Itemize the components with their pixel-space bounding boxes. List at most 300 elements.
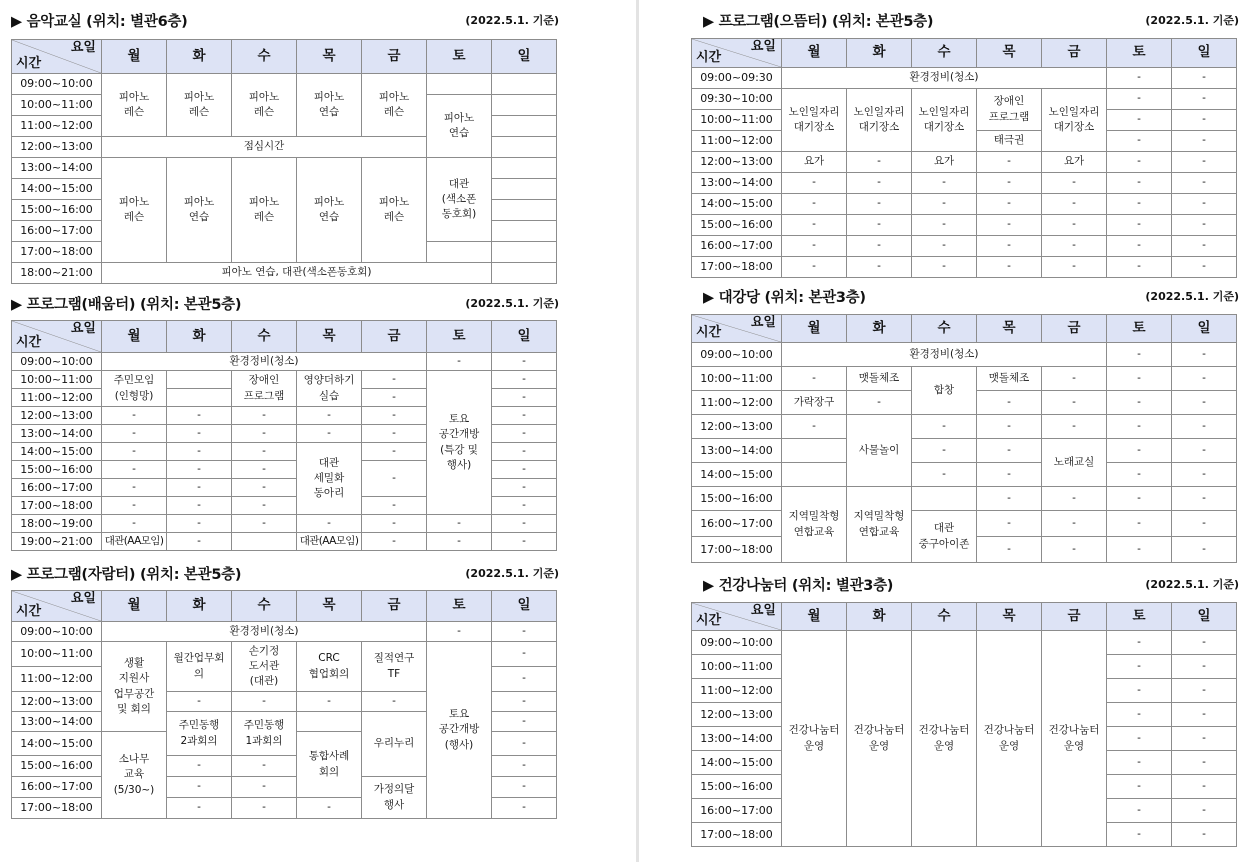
schedule-cell: -	[1172, 391, 1237, 415]
schedule-cell: -	[847, 236, 912, 257]
schedule-cell: -	[782, 173, 847, 194]
schedule-cell: -	[1107, 152, 1172, 173]
time-cell: 14:00~15:00	[692, 463, 782, 487]
day-header: 수	[232, 321, 297, 353]
schedule-cell: 환경정비(청소)	[782, 343, 1107, 367]
schedule-cell: -	[362, 425, 427, 443]
day-header: 화	[167, 591, 232, 622]
schedule-cell: -	[167, 692, 232, 712]
schedule-cell: -	[232, 497, 297, 515]
schedule-cell: -	[297, 515, 362, 533]
empty-cell	[782, 439, 847, 463]
day-header: 금	[1042, 39, 1107, 68]
date-label: (2022.5.1. 기준)	[465, 567, 559, 580]
schedule-cell: 장애인 프로그램	[977, 89, 1042, 131]
schedule-cell: -	[1172, 727, 1237, 751]
schedule-cell: -	[232, 461, 297, 479]
time-cell: 17:00~18:00	[12, 798, 102, 819]
schedule-cell: -	[492, 353, 557, 371]
schedule-cell: -	[492, 533, 557, 551]
time-cell: 12:00~13:00	[692, 152, 782, 173]
schedule-cell: -	[167, 443, 232, 461]
schedule-cell: -	[977, 487, 1042, 511]
day-header: 수	[912, 39, 977, 68]
time-cell: 16:00~17:00	[12, 479, 102, 497]
schedule-cell: -	[427, 515, 492, 533]
time-cell: 11:00~12:00	[12, 667, 102, 692]
schedule-cell: -	[492, 407, 557, 425]
schedule-cell: -	[1172, 415, 1237, 439]
header-corner: 요일 시간	[12, 321, 102, 353]
schedule-cell: -	[492, 798, 557, 819]
hall-section	[691, 286, 1239, 566]
schedule-cell: 통합사례 회의	[297, 732, 362, 798]
schedule-cell: -	[1107, 110, 1172, 131]
schedule-cell: -	[362, 407, 427, 425]
time-cell: 17:00~18:00	[692, 257, 782, 278]
empty-cell	[492, 74, 557, 95]
time-cell: 15:00~16:00	[12, 461, 102, 479]
time-cell: 17:00~18:00	[12, 497, 102, 515]
schedule-cell: 가락장구	[782, 391, 847, 415]
date-label: (2022.5.1. 기준)	[1145, 14, 1239, 27]
schedule-cell: -	[492, 497, 557, 515]
time-cell: 14:00~15:00	[12, 179, 102, 200]
schedule-cell: -	[102, 407, 167, 425]
schedule-cell: -	[847, 391, 912, 415]
page-divider	[636, 0, 639, 862]
schedule-cell: -	[167, 497, 232, 515]
schedule-cell: 영양더하기 실습	[297, 371, 362, 407]
empty-cell	[492, 137, 557, 158]
schedule-cell: -	[297, 407, 362, 425]
time-cell: 16:00~17:00	[12, 221, 102, 242]
schedule-cell: 피아노 레슨	[232, 74, 297, 137]
schedule-cell: 노인일자리 대기장소	[1042, 89, 1107, 152]
schedule-cell: -	[362, 389, 427, 407]
schedule-cell: -	[977, 463, 1042, 487]
schedule-cell: -	[1107, 439, 1172, 463]
schedule-cell: -	[362, 497, 427, 515]
schedule-cell: 점심시간	[102, 137, 427, 158]
schedule-cell: 요가	[912, 152, 977, 173]
schedule-cell: -	[1107, 236, 1172, 257]
schedule-cell: -	[492, 515, 557, 533]
schedule-cell: 맷돌체조	[977, 367, 1042, 391]
day-header: 토	[427, 40, 492, 74]
schedule-cell: 손기정 도서관 (대관)	[232, 642, 297, 692]
section-title: ▶ 대강당 (위치: 본관3층)	[703, 290, 866, 306]
schedule-cell: 환경정비(청소)	[102, 622, 427, 642]
empty-cell	[427, 242, 492, 263]
schedule-cell: 피아노 연습, 대관(색소폰동호회)	[102, 263, 492, 284]
day-header: 금	[1042, 315, 1107, 343]
schedule-cell: -	[102, 497, 167, 515]
date-label: (2022.5.1. 기준)	[1145, 290, 1239, 303]
schedule-cell: -	[362, 371, 427, 389]
schedule-cell: -	[977, 415, 1042, 439]
schedule-cell: 소나무 교육 (5/30~)	[102, 732, 167, 819]
time-cell: 13:00~14:00	[692, 173, 782, 194]
schedule-cell: -	[297, 798, 362, 819]
day-header: 목	[297, 40, 362, 74]
schedule-cell: 피아노 연습	[297, 158, 362, 263]
schedule-cell: -	[232, 756, 297, 777]
schedule-cell: 장애인 프로그램	[232, 371, 297, 407]
eutteum-section	[691, 10, 1239, 278]
schedule-cell: 대관 중구아이존	[912, 511, 977, 563]
date-label: (2022.5.1. 기준)	[465, 297, 559, 310]
schedule-cell: -	[492, 479, 557, 497]
schedule-cell: -	[1107, 173, 1172, 194]
day-header: 화	[847, 39, 912, 68]
time-cell: 17:00~18:00	[12, 242, 102, 263]
time-cell: 13:00~14:00	[692, 439, 782, 463]
time-cell: 12:00~13:00	[12, 407, 102, 425]
schedule-cell: -	[847, 257, 912, 278]
schedule-cell: -	[1172, 89, 1237, 110]
schedule-cell: -	[427, 622, 492, 642]
date-label: (2022.5.1. 기준)	[1145, 578, 1239, 591]
schedule-cell: -	[847, 194, 912, 215]
day-header: 수	[912, 603, 977, 631]
jaram-table	[11, 590, 557, 819]
day-header: 월	[782, 315, 847, 343]
day-header: 토	[427, 321, 492, 353]
schedule-cell: -	[977, 194, 1042, 215]
time-cell: 09:00~10:00	[692, 343, 782, 367]
time-cell: 13:00~14:00	[692, 727, 782, 751]
schedule-cell: -	[1172, 110, 1237, 131]
section-title: ▶ 음악교실 (위치: 별관6층)	[11, 14, 188, 30]
day-header: 월	[782, 39, 847, 68]
schedule-cell: -	[232, 777, 297, 798]
schedule-cell: -	[1107, 487, 1172, 511]
schedule-cell: -	[1107, 679, 1172, 703]
schedule-cell: -	[1172, 343, 1237, 367]
empty-cell	[492, 95, 557, 116]
day-header: 월	[102, 591, 167, 622]
schedule-cell: 피아노 레슨	[362, 158, 427, 263]
day-header: 화	[847, 315, 912, 343]
day-header: 월	[782, 603, 847, 631]
schedule-cell: -	[167, 461, 232, 479]
empty-cell	[167, 389, 232, 407]
time-cell: 12:00~13:00	[12, 692, 102, 712]
schedule-cell: 대관 세밀화 동아리	[297, 443, 362, 515]
schedule-cell: -	[1107, 343, 1172, 367]
time-cell: 12:00~13:00	[12, 137, 102, 158]
time-cell: 13:00~14:00	[12, 712, 102, 732]
schedule-cell: -	[1172, 173, 1237, 194]
schedule-cell: 피아노 레슨	[362, 74, 427, 137]
schedule-cell: 토요 공간개방 (행사)	[427, 642, 492, 819]
day-header: 수	[232, 591, 297, 622]
schedule-cell: -	[1107, 823, 1172, 847]
header-corner: 요일 시간	[12, 40, 102, 74]
schedule-cell: CRC 협업회의	[297, 642, 362, 692]
schedule-cell: -	[167, 756, 232, 777]
schedule-cell: -	[977, 511, 1042, 537]
schedule-cell: -	[1172, 655, 1237, 679]
time-cell: 11:00~12:00	[692, 679, 782, 703]
schedule-cell: -	[1042, 367, 1107, 391]
schedule-cell: -	[492, 425, 557, 443]
schedule-cell: 노래교실	[1042, 439, 1107, 487]
day-header: 수	[912, 315, 977, 343]
empty-cell	[232, 533, 297, 551]
schedule-cell: -	[782, 257, 847, 278]
date-label: (2022.5.1. 기준)	[465, 14, 559, 27]
schedule-cell: 피아노 연습	[167, 158, 232, 263]
schedule-cell: 환경정비(청소)	[782, 68, 1107, 89]
schedule-cell: 맷돌체조	[847, 367, 912, 391]
day-header: 토	[427, 591, 492, 622]
schedule-cell: 주민동행 2과회의	[167, 712, 232, 756]
schedule-cell: -	[492, 461, 557, 479]
schedule-cell: 가정의달 행사	[362, 777, 427, 819]
schedule-cell: -	[1107, 463, 1172, 487]
time-cell: 15:00~16:00	[12, 756, 102, 777]
schedule-cell: 대관(AA모임)	[297, 533, 362, 551]
schedule-cell: -	[167, 479, 232, 497]
schedule-cell: 대관 (색소폰 동호회)	[427, 158, 492, 242]
day-header: 화	[847, 603, 912, 631]
schedule-cell: 태극권	[977, 131, 1042, 152]
schedule-cell: -	[1107, 655, 1172, 679]
schedule-cell: -	[1042, 537, 1107, 563]
schedule-cell: -	[232, 425, 297, 443]
section-title: ▶ 프로그램(자람터) (위치: 본관5층)	[11, 567, 242, 583]
day-header: 토	[1107, 315, 1172, 343]
empty-cell	[492, 116, 557, 137]
empty-cell	[492, 242, 557, 263]
schedule-cell: 건강나눔터 운영	[977, 631, 1042, 847]
schedule-cell: -	[1042, 194, 1107, 215]
schedule-cell: 노인일자리 대기장소	[782, 89, 847, 152]
schedule-cell: -	[912, 215, 977, 236]
baeum-section	[11, 293, 559, 555]
time-cell: 09:00~10:00	[12, 353, 102, 371]
schedule-cell: -	[1172, 487, 1237, 511]
schedule-cell: 우리누리	[362, 712, 427, 777]
day-header: 수	[232, 40, 297, 74]
schedule-cell: -	[1172, 215, 1237, 236]
schedule-cell: -	[1172, 775, 1237, 799]
schedule-cell: -	[782, 367, 847, 391]
schedule-cell: 환경정비(청소)	[102, 353, 427, 371]
schedule-cell: -	[1172, 131, 1237, 152]
empty-cell	[492, 263, 557, 284]
header-corner: 요일 시간	[692, 39, 782, 68]
schedule-cell: -	[1107, 511, 1172, 537]
schedule-cell: 피아노 레슨	[102, 158, 167, 263]
day-header: 일	[1172, 39, 1237, 68]
schedule-cell: -	[1172, 823, 1237, 847]
schedule-cell: 요가	[1042, 152, 1107, 173]
day-header: 월	[102, 40, 167, 74]
schedule-cell: -	[977, 173, 1042, 194]
schedule-cell: -	[1172, 194, 1237, 215]
schedule-cell: 토요 공간개방 (특강 및 행사)	[427, 371, 492, 515]
schedule-cell: -	[492, 371, 557, 389]
time-cell: 11:00~12:00	[692, 131, 782, 152]
music-table	[11, 39, 557, 284]
schedule-cell: -	[1172, 152, 1237, 173]
time-cell: 16:00~17:00	[12, 777, 102, 798]
time-cell: 11:00~12:00	[12, 389, 102, 407]
schedule-cell: -	[232, 798, 297, 819]
empty-cell	[297, 712, 362, 732]
schedule-cell: -	[977, 236, 1042, 257]
schedule-cell: -	[1172, 236, 1237, 257]
time-cell: 10:00~11:00	[12, 371, 102, 389]
schedule-cell: -	[232, 515, 297, 533]
section-title: ▶ 건강나눔터 (위치: 별관3층)	[703, 578, 894, 594]
time-cell: 16:00~17:00	[692, 511, 782, 537]
schedule-cell: 피아노 레슨	[102, 74, 167, 137]
schedule-cell: 건강나눔터 운영	[1042, 631, 1107, 847]
schedule-cell: -	[232, 407, 297, 425]
time-cell: 10:00~11:00	[692, 110, 782, 131]
time-cell: 09:00~09:30	[692, 68, 782, 89]
schedule-cell: 합창	[912, 367, 977, 415]
schedule-cell: -	[102, 461, 167, 479]
schedule-cell: -	[492, 777, 557, 798]
schedule-cell: -	[427, 353, 492, 371]
schedule-cell: 주민동행 1과회의	[232, 712, 297, 756]
schedule-cell: -	[912, 194, 977, 215]
schedule-cell: -	[1042, 487, 1107, 511]
time-cell: 10:00~11:00	[12, 642, 102, 667]
schedule-cell: -	[1107, 775, 1172, 799]
time-cell: 15:00~16:00	[692, 487, 782, 511]
day-header: 월	[102, 321, 167, 353]
day-header: 금	[362, 321, 427, 353]
schedule-cell: -	[1172, 511, 1237, 537]
schedule-cell: -	[362, 443, 427, 461]
schedule-cell: -	[167, 407, 232, 425]
schedule-cell: -	[427, 533, 492, 551]
schedule-cell: 피아노 레슨	[232, 158, 297, 263]
schedule-cell: -	[977, 152, 1042, 173]
schedule-cell: -	[1172, 799, 1237, 823]
schedule-cell: -	[492, 732, 557, 756]
schedule-cell: -	[167, 515, 232, 533]
time-cell: 12:00~13:00	[692, 415, 782, 439]
time-cell: 16:00~17:00	[692, 236, 782, 257]
time-cell: 15:00~16:00	[692, 775, 782, 799]
schedule-cell: -	[782, 415, 847, 439]
schedule-cell: -	[492, 389, 557, 407]
music-section	[11, 10, 559, 285]
day-header: 토	[1107, 39, 1172, 68]
schedule-cell: -	[1107, 367, 1172, 391]
time-cell: 09:00~10:00	[692, 631, 782, 655]
time-cell: 09:00~10:00	[12, 622, 102, 642]
empty-cell	[492, 200, 557, 221]
schedule-cell: -	[1042, 257, 1107, 278]
day-header: 목	[977, 603, 1042, 631]
time-cell: 13:00~14:00	[12, 425, 102, 443]
day-header: 토	[1107, 603, 1172, 631]
schedule-cell: -	[1172, 703, 1237, 727]
header-corner: 요일 시간	[692, 603, 782, 631]
schedule-cell: -	[912, 415, 977, 439]
time-cell: 18:00~21:00	[12, 263, 102, 284]
empty-cell	[492, 221, 557, 242]
schedule-cell: -	[1172, 751, 1237, 775]
schedule-cell: -	[977, 439, 1042, 463]
time-cell: 17:00~18:00	[692, 823, 782, 847]
health-section	[691, 574, 1239, 850]
schedule-cell: -	[977, 537, 1042, 563]
schedule-cell: -	[1042, 415, 1107, 439]
time-cell: 17:00~18:00	[692, 537, 782, 563]
schedule-cell: -	[847, 152, 912, 173]
schedule-cell: -	[1172, 631, 1237, 655]
empty-cell	[492, 179, 557, 200]
schedule-cell: -	[362, 692, 427, 712]
schedule-cell: -	[1107, 799, 1172, 823]
jaram-section	[11, 563, 559, 828]
schedule-cell: -	[102, 443, 167, 461]
schedule-cell: -	[1107, 751, 1172, 775]
day-header: 금	[362, 591, 427, 622]
time-cell: 09:30~10:00	[692, 89, 782, 110]
day-header: 일	[1172, 315, 1237, 343]
schedule-cell: -	[102, 425, 167, 443]
schedule-cell: 피아노 연습	[427, 95, 492, 158]
schedule-cell: -	[1042, 391, 1107, 415]
schedule-cell: -	[1172, 679, 1237, 703]
time-cell: 15:00~16:00	[12, 200, 102, 221]
schedule-cell: -	[782, 194, 847, 215]
schedule-cell: -	[1107, 131, 1172, 152]
schedule-cell: -	[492, 642, 557, 667]
schedule-cell: -	[1107, 631, 1172, 655]
time-cell: 18:00~19:00	[12, 515, 102, 533]
schedule-cell: -	[912, 236, 977, 257]
empty-cell	[912, 487, 977, 511]
day-header: 일	[492, 591, 557, 622]
schedule-cell: -	[1172, 537, 1237, 563]
time-cell: 19:00~21:00	[12, 533, 102, 551]
day-header: 목	[297, 591, 362, 622]
schedule-cell: 대관(AA모임)	[102, 533, 167, 551]
schedule-cell: -	[1107, 537, 1172, 563]
schedule-cell: -	[912, 257, 977, 278]
time-cell: 12:00~13:00	[692, 703, 782, 727]
time-cell: 14:00~15:00	[12, 443, 102, 461]
schedule-cell: -	[1107, 727, 1172, 751]
schedule-cell: -	[1107, 257, 1172, 278]
schedule-cell: 지역밀착형 연합교육	[782, 487, 847, 563]
schedule-cell: 주민모임 (인형망)	[102, 371, 167, 407]
section-title: ▶ 프로그램(으뜸터) (위치: 본관5층)	[703, 14, 934, 30]
empty-cell	[492, 158, 557, 179]
time-cell: 14:00~15:00	[12, 732, 102, 756]
schedule-cell: -	[977, 257, 1042, 278]
schedule-cell: -	[1107, 215, 1172, 236]
schedule-cell: -	[102, 515, 167, 533]
time-cell: 11:00~12:00	[12, 116, 102, 137]
schedule-cell: -	[1107, 703, 1172, 727]
time-cell: 16:00~17:00	[692, 799, 782, 823]
schedule-cell: -	[1172, 367, 1237, 391]
schedule-cell: -	[1172, 463, 1237, 487]
day-header: 일	[492, 321, 557, 353]
